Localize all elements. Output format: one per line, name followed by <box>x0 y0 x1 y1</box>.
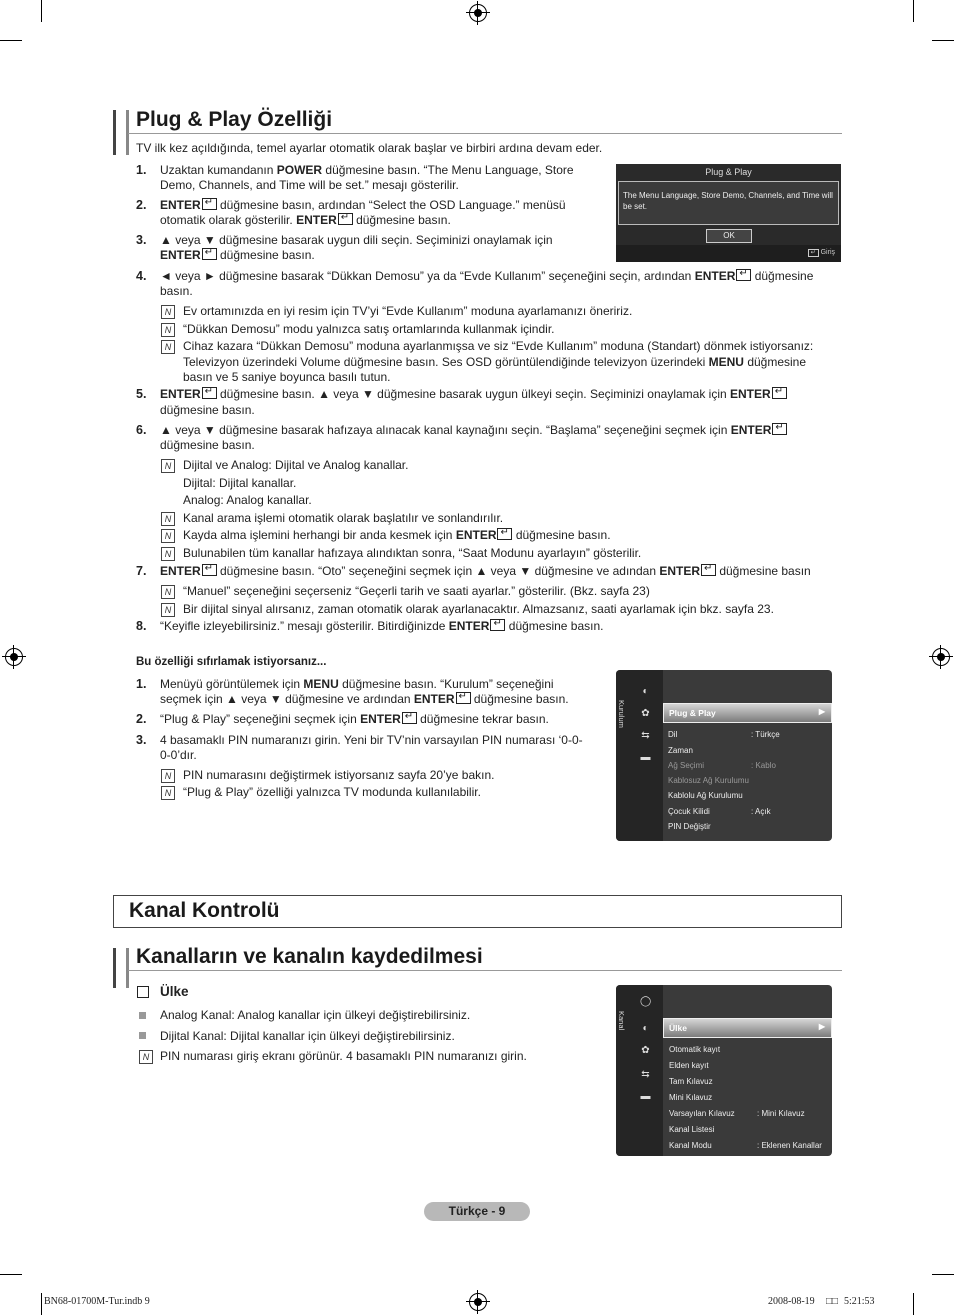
note-icon: N <box>161 512 175 526</box>
note-text: Bir dijital sinyal alırsanız, zaman otomatik olarak ayarlanacaktır. Almazsanız, saati ayarlamak için bkz. sayfa 23. <box>183 602 774 616</box>
bullet-icon <box>139 1032 146 1039</box>
dialog-message: The Menu Language, Store Demo, Channels, and Time will be set. <box>623 191 833 211</box>
menu-item[interactable]: Elden kayıt <box>669 1061 709 1070</box>
step-text: ▲ veya ▼ düğmesine basarak hafızaya alınacak kanal kaynağını seçin. “Başlama” seçeneğini seçmek için ENTER↵ <box>160 423 787 439</box>
note-icon: N <box>161 529 175 543</box>
enter-icon <box>772 387 787 399</box>
enter-icon <box>202 198 217 210</box>
dialog-footer <box>616 245 841 262</box>
picture-icon[interactable]: ◐ <box>642 686 649 697</box>
enter-hint: ↵ Giriş <box>808 249 835 256</box>
step-text: düğmesine basın. <box>160 403 255 417</box>
section-title: Kanalların ve kanalın kaydedilmesi <box>136 945 483 968</box>
note-text: Cihaz kazara “Dükkan Demosu” moduna ayarlanmışsa ve siz “Evde Kullanım” moduna (Standart) dönmek istiyorsanız: <box>183 339 814 353</box>
step-text: ENTER↵ düğmesine basın. “Oto” seçeneğini seçmek için ▲ veya ▼ düğmesine ve adından ENTER↵ düğmesine basın <box>160 564 811 580</box>
enter-icon <box>402 712 417 724</box>
note-icon: N <box>161 305 175 319</box>
setup-menu-screen <box>616 670 832 841</box>
subheading: Ülke <box>160 984 189 999</box>
gear-icon[interactable]: ✿ <box>641 1045 650 1056</box>
step-text: ENTER↵ düğmesine basın. ▲ veya ▼ düğmesine basarak uygun ülkeyi seçin. Seçiminizi onaylamak için ENTER↵ <box>160 387 787 403</box>
step-text: Menüyü görüntülemek için MENU düğmesine basın. “Kurulum” seçeneğini <box>160 677 554 691</box>
note-icon: N <box>161 603 175 617</box>
menu-item[interactable]: Varsayılan Kılavuz <box>669 1109 735 1118</box>
note-icon: N <box>161 547 175 561</box>
crop-mark <box>41 1293 42 1315</box>
arrow-right-icon: ▶ <box>818 707 825 716</box>
registration-mark-icon <box>469 1293 487 1311</box>
enter-icon <box>202 387 217 399</box>
crop-mark <box>0 1274 22 1275</box>
heading-rule <box>128 133 842 134</box>
note-icon: N <box>139 1050 153 1064</box>
menu-item[interactable]: Mini Kılavuz <box>669 1093 713 1102</box>
menu-item-value: : Eklenen Kanallar <box>757 1141 822 1150</box>
enter-icon <box>338 213 353 225</box>
heading-bar <box>113 948 129 988</box>
menu-selected-item[interactable]: Plug & Play ▶ <box>663 703 832 723</box>
footer-date: 2008-08-19 <box>768 1296 815 1307</box>
menu-selected-item[interactable]: Ülke ▶ <box>663 1018 832 1038</box>
ok-button[interactable]: OK <box>706 229 752 243</box>
picture-icon[interactable]: ◯ <box>640 996 652 1007</box>
note-icon: N <box>161 340 175 354</box>
step-number: 5. <box>136 387 147 401</box>
step-number: 1. <box>136 677 147 691</box>
note-text: PIN numarası giriş ekranı görünür. 4 basamaklı PIN numaranızı girin. <box>160 1049 527 1063</box>
menu-item[interactable]: Zaman <box>668 746 693 755</box>
note-text: basın ve 5 saniye boyunca basılı tutun. <box>183 370 391 384</box>
menu-item[interactable]: Otomatik kayıt <box>669 1045 721 1054</box>
menu-sidebar <box>616 985 663 1156</box>
note-text: Analog: Analog kanallar. <box>183 493 312 507</box>
dialog-message-box <box>618 181 839 225</box>
enter-icon: ↵ <box>808 249 819 257</box>
step-number: 3. <box>136 733 147 747</box>
channel-menu-screen <box>616 985 832 1156</box>
step-text: ▲ veya ▼ düğmesine basarak uygun dili seçin. Seçiminizi onaylamak için <box>160 233 553 247</box>
note-icon: N <box>161 769 175 783</box>
menu-item-value: : Türkçe <box>751 730 780 739</box>
arrow-right-icon: ▶ <box>818 1022 825 1031</box>
enter-icon <box>456 692 471 704</box>
step-text: basın. <box>160 284 193 298</box>
step-text: düğmesine basın. <box>160 438 255 452</box>
menu-item[interactable]: Tam Kılavuz <box>669 1077 713 1086</box>
note-icon: N <box>161 786 175 800</box>
enter-icon <box>490 619 505 631</box>
crop-mark <box>932 40 954 41</box>
menu-item[interactable]: Çocuk Kilidi <box>668 807 710 816</box>
bullet-icon <box>139 1012 146 1019</box>
enter-icon <box>202 248 217 260</box>
menu-item-value: : Açık <box>751 807 771 816</box>
menu-item-value: : Kablo <box>751 761 776 770</box>
section-title: Plug & Play Özelliği <box>136 108 333 131</box>
step-number: 3. <box>136 233 147 247</box>
note-text: Kanal arama işlemi otomatik olarak başlatılır ve sonlandırılır. <box>183 511 504 525</box>
plug-and-play-dialog <box>616 164 841 262</box>
registration-mark-icon <box>5 648 23 666</box>
step-number: 6. <box>136 423 147 437</box>
step-text: otomatik olarak gösterilir. ENTER↵ düğmesine basın. <box>160 213 451 229</box>
menu-item[interactable]: Kanal Listesi <box>669 1125 715 1134</box>
enter-icon <box>202 564 217 576</box>
support-icon[interactable]: ▬ <box>640 752 651 763</box>
enter-icon <box>772 423 787 435</box>
menu-side-label: Kurulum <box>617 700 626 728</box>
reset-heading: Bu özelliği sıfırlamak istiyorsanız... <box>136 656 327 668</box>
step-text: 0-0’dır. <box>160 748 197 762</box>
channel-icon[interactable]: ◐ <box>642 1023 649 1034</box>
note-text: Dijital ve Analog: Dijital ve Analog kanallar. <box>183 458 409 472</box>
step-text: ENTER↵ düğmesine basın, ardından “Select the OSD Language.” menüsü <box>160 198 566 214</box>
menu-side-label: Kanal <box>617 1011 626 1031</box>
crop-mark <box>913 1293 914 1315</box>
note-text: “Dükkan Demosu” modu yalnızca satış ortamlarında kullanmak içindir. <box>183 322 555 336</box>
note-text: PIN numarasını değiştirmek istiyorsanız sayfa 20’ye bakın. <box>183 768 495 782</box>
note-text: “Plug & Play” özelliği yalnızca TV modunda kullanılabilir. <box>183 785 481 799</box>
menu-item[interactable]: Kablolu Ağ Kurulumu <box>668 791 743 800</box>
step-number: 7. <box>136 564 147 578</box>
note-text: Dijital: Dijital kanallar. <box>183 476 297 490</box>
input-icon[interactable]: ⇆ <box>641 1069 650 1080</box>
note-icon: N <box>161 585 175 599</box>
footer-time: 5:21:53 <box>844 1296 875 1307</box>
note-text: Televizyon üzerindeki Volume düğmesine basın. Ses OSD görüntülendiğinde televizyon üzerindeki MENU düğmesine <box>183 355 807 369</box>
footer-boxes: □□ <box>826 1296 839 1307</box>
note-icon: N <box>161 459 175 473</box>
note-text: “Manuel” seçeneğini seçerseniz “Geçerli tarih ve saati ayarlar.” gösterilir. (Bkz. sayfa 23) <box>183 584 650 598</box>
enter-icon <box>701 564 716 576</box>
menu-item[interactable]: Ağ Seçimi <box>668 761 705 770</box>
footer-file: BN68-01700M-Tur.indb 9 <box>44 1296 150 1307</box>
enter-icon <box>736 269 751 281</box>
gear-icon[interactable]: ✿ <box>641 708 650 719</box>
crop-mark <box>41 0 42 22</box>
step-number: 2. <box>136 712 147 726</box>
step-text: ENTER↵ düğmesine basın. <box>160 248 315 264</box>
step-number: 2. <box>136 198 147 212</box>
input-icon[interactable]: ⇆ <box>641 730 650 741</box>
enter-icon <box>497 528 512 540</box>
step-text: Uzaktan kumandanın POWER düğmesine basın. “The Menu Language, Store <box>160 163 574 177</box>
step-text: seçmek için ▲ veya ▼ düğmesine ve ardından ENTER↵ düğmesine basın. <box>160 692 569 708</box>
step-text: 4 basamaklı PIN numaranızı girin. Yeni bir TV’nin varsayılan PIN numarası ‘0-0- <box>160 733 583 747</box>
note-text: Ev ortamınızda en iyi resim için TV’yi “Evde Kullanım” moduna ayarlamanızı öneririz. <box>183 304 633 318</box>
note-text: Bulunabilen tüm kanallar hafızaya alındıktan sonra, “Saat Modunu ayarlayın” gösterilir. <box>183 546 642 560</box>
dialog-title: Plug & Play <box>705 167 752 177</box>
step-text: “Keyifle izleyebilirsiniz.” mesajı gösterilir. Bitirdiğinizde ENTER↵ düğmesine basın. <box>160 619 604 635</box>
bullet-text: Dijital Kanal: Dijital kanallar için ülkeyi değiştirebilirsiniz. <box>160 1029 455 1043</box>
bullet-text: Analog Kanal: Analog kanallar için ülkeyi değiştirebilirsiniz. <box>160 1008 471 1022</box>
menu-item[interactable]: Kablosuz Ağ Kurulumu <box>668 776 749 785</box>
section-box <box>113 895 842 928</box>
step-number: 4. <box>136 269 147 283</box>
menu-item[interactable]: Dil <box>668 730 678 739</box>
heading-rule <box>128 970 842 971</box>
step-text: Demo, Channels, and Time will be set.” mesajı gösterilir. <box>160 178 459 192</box>
step-number: 1. <box>136 163 147 177</box>
step-number: 8. <box>136 619 147 633</box>
menu-item-value: : Mini Kılavuz <box>757 1109 805 1118</box>
menu-item[interactable]: Kanal Modu <box>669 1141 712 1150</box>
crop-mark <box>932 1274 954 1275</box>
menu-sidebar <box>616 670 663 841</box>
note-text: Kayda alma işlemini herhangi bir anda kesmek için ENTER↵ düğmesine basın. <box>183 528 611 544</box>
step-text: ◄ veya ► düğmesine basarak “Dükkan Demosu” ya da “Evde Kullanım” seçeneğini seçin, ardından ENTER↵ düğmesine <box>160 269 813 285</box>
heading-bar <box>113 110 129 155</box>
support-icon[interactable]: ▬ <box>640 1091 651 1102</box>
menu-item[interactable]: PIN Değiştir <box>668 822 711 831</box>
note-icon: N <box>161 323 175 337</box>
crop-mark <box>0 40 22 41</box>
step-text: “Plug & Play” seçeneğini seçmek için ENTER↵ düğmesine tekrar basın. <box>160 712 549 728</box>
crop-mark <box>913 0 914 22</box>
section-title: Kanal Kontrolü <box>129 899 280 922</box>
intro-text: TV ilk kez açıldığında, temel ayarlar otomatik olarak başlar ve birbiri ardına devam eder. <box>136 141 603 155</box>
page-number-label: Türkçe - 9 <box>424 1202 530 1221</box>
registration-mark-icon <box>932 648 950 666</box>
checkbox-icon <box>137 986 149 998</box>
registration-mark-icon <box>469 4 487 22</box>
